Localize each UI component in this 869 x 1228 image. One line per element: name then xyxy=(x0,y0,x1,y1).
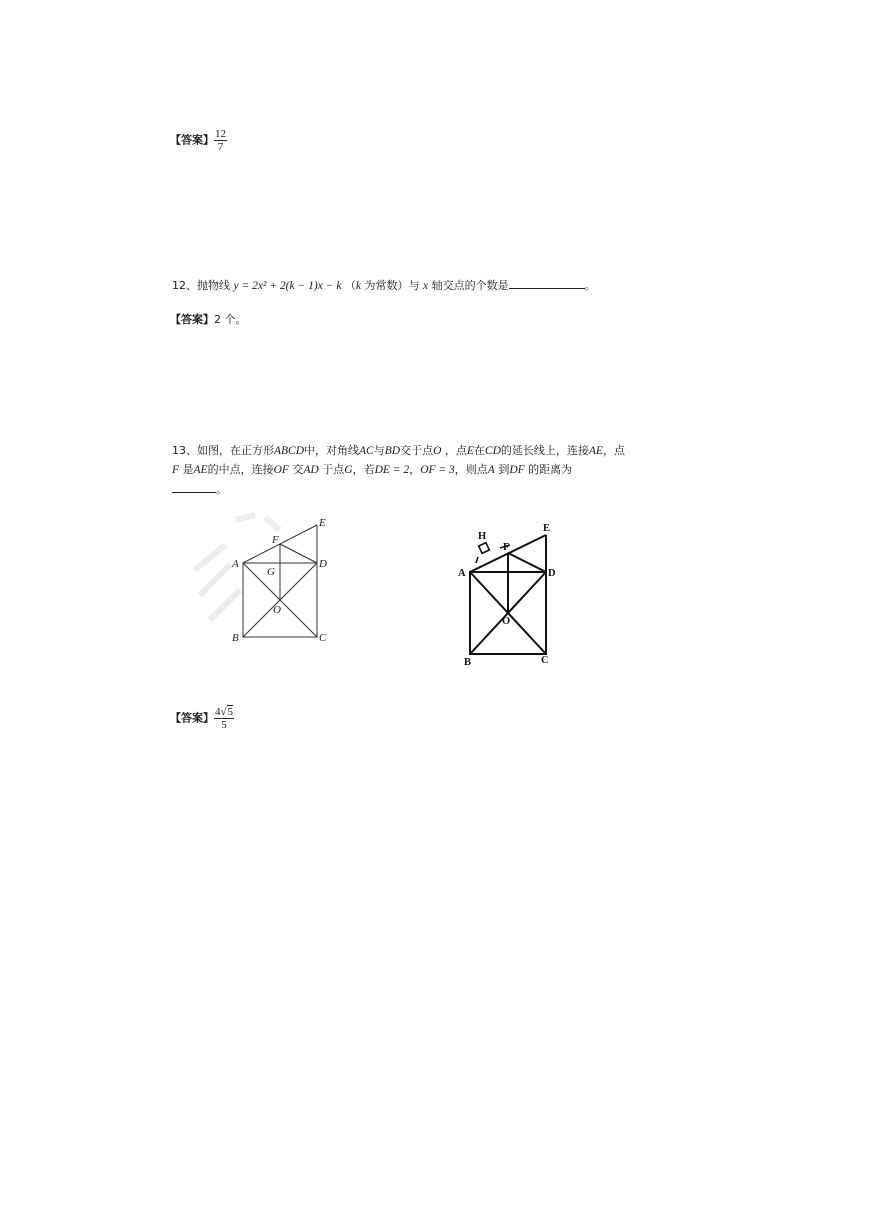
label-d: D xyxy=(548,568,556,579)
figure-1-square-diagram xyxy=(185,505,345,650)
label-o: O xyxy=(273,604,281,616)
answer-11 xyxy=(170,128,227,153)
label-c: C xyxy=(541,655,549,666)
answer-label: 【答案】 xyxy=(170,711,214,725)
label-a: A xyxy=(458,568,466,579)
parabola-formula: y = 2x² + 2(k − 1)x − k xyxy=(233,280,342,292)
right-angle-mark xyxy=(479,543,490,554)
label-h: H xyxy=(478,531,487,542)
label-b: B xyxy=(232,632,239,644)
figure-2-square-diagram xyxy=(448,515,568,670)
segment-ah xyxy=(476,557,478,563)
label-c: C xyxy=(319,632,327,644)
label-e: E xyxy=(543,523,551,534)
label-b: B xyxy=(464,657,472,668)
segment-df xyxy=(280,544,317,563)
label-e: E xyxy=(319,517,326,529)
answer-11-fraction: $\frac{12}{7}$ xyxy=(215,128,226,153)
question-13-line-3: 。 xyxy=(172,482,227,497)
answer-13-fraction: $\frac{4√5}{5}$ xyxy=(215,706,234,731)
label-o: O xyxy=(502,616,511,627)
label-d: D xyxy=(319,558,327,570)
answer-blank xyxy=(172,482,216,493)
question-13-line-2: F 是AE的中点，连接OF 交AD 于点G，若DE = 2，OF = 3，则点A 到DF 的距离为 xyxy=(172,463,573,476)
answer-13 xyxy=(170,706,234,731)
question-13-line-1: 13、如图，在正方形ABCD中，对角线AC与BD交于点O ，点E在CD的延长线上，连接AE，点 xyxy=(172,444,625,457)
answer-label: 【答案】 xyxy=(170,313,214,326)
segment-df xyxy=(508,553,546,572)
question-number: 13、 xyxy=(172,444,197,457)
label-a: A xyxy=(232,558,239,570)
question-12: 12、抛物线 y = 2x² + 2(k − 1)x − k （k 为常数）与 x 轴交点的个数是 。 xyxy=(172,279,596,292)
label-g: G xyxy=(267,566,275,578)
answer-12: 【答案】2 个。 xyxy=(170,313,247,326)
answer-label: 【答案】 xyxy=(170,133,214,147)
label-f: F xyxy=(503,542,510,553)
label-f: F xyxy=(272,534,279,546)
question-number: 12、 xyxy=(172,279,197,292)
answer-blank xyxy=(509,278,585,289)
